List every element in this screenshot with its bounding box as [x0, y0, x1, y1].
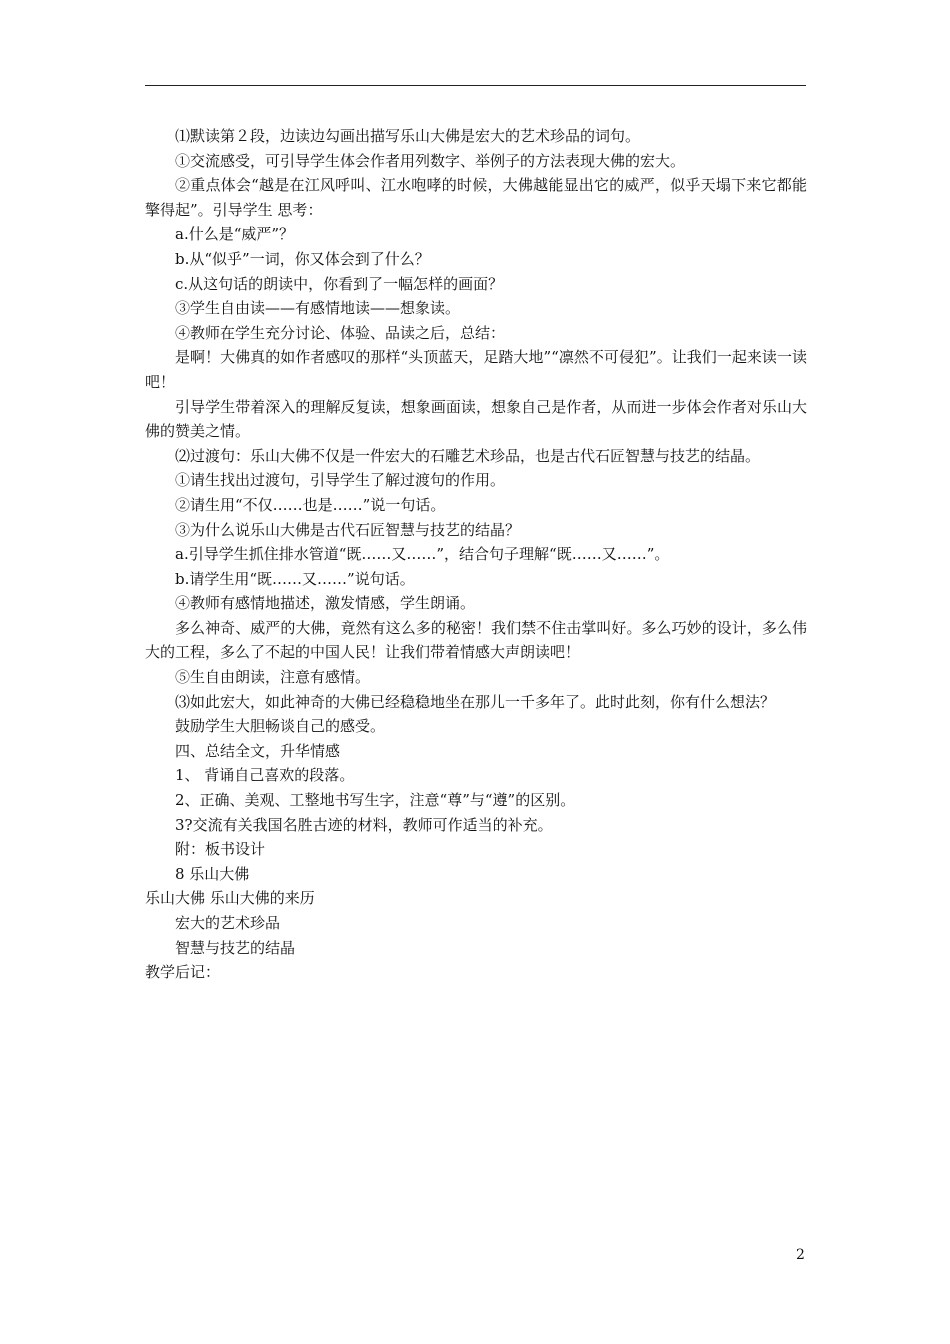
board-line: 乐山大佛 乐山大佛的来历	[145, 889, 315, 908]
paragraph: ①交流感受，可引导学生体会作者用列数字、举例子的方法表现大佛的宏大。	[175, 151, 686, 170]
section-heading: 四、总结全文，升华情感	[175, 741, 341, 760]
paragraph: ②请生用“不仅……也是……”说一句话。	[175, 495, 446, 514]
paragraph: ②重点体会“越是在江风呼叫、江水咆哮的时候，大佛越能显出它的威严，似乎天塌下来它都能擎得起”。引导学生 思考：	[145, 176, 807, 219]
paragraph: a.什么是“威严”？	[175, 225, 295, 244]
paragraph: 引导学生带着深入的理解反复读，想象画面读，想象自己是作者，从而进一步体会作者对乐山大佛的赞美之情。	[145, 397, 807, 441]
board-line: 宏大的艺术珍品	[175, 914, 281, 932]
paragraph: ⑵过渡句：乐山大佛不仅是一件宏大的石雕艺术珍品，也是古代石匠智慧与技艺的结晶。	[175, 446, 761, 465]
list-item: 2、正确、美观、工整地书写生字，注意“尊”与“遵”的区别。	[175, 791, 576, 810]
list-item: 3?交流有关我国名胜古迹的材料，教师可作适当的补充。	[175, 815, 553, 834]
paragraph: 是啊！大佛真的如作者感叹的那样“头顶蓝天，足踏大地”“凛然不可侵犯”。让我们一起来读一读吧！	[145, 348, 807, 391]
board-line: 智慧与技艺的结晶	[175, 938, 296, 957]
paragraph: ①请生找出过渡句，引导学生了解过渡句的作用。	[175, 471, 506, 490]
paragraph: ⑴默读第２段，边读边勾画出描写乐山大佛是宏大的艺术珍品的词句。	[175, 127, 641, 145]
appendix-heading: 附：板书设计	[175, 840, 266, 859]
paragraph: ⑤生自由朗读，注意有感情。	[175, 668, 371, 687]
paragraph: ④教师在学生充分讨论、体验、品读之后，总结：	[175, 323, 506, 342]
page-number: 2	[796, 1247, 805, 1263]
paragraph: b.从“似乎”一词，你又体会到了什么？	[175, 249, 430, 268]
paragraph: a.引导学生抓住排水管道“既……又……”，结合句子理解“既……又……”。	[175, 545, 670, 564]
paragraph: ③学生自由读——有感情地读——想象读。	[175, 299, 461, 318]
paragraph: b.请学生用“既……又……”说句话。	[175, 569, 415, 588]
paragraph: 鼓励学生大胆畅谈自己的感受。	[175, 717, 386, 736]
paragraph: c.从这句话的朗读中，你看到了一幅怎样的画面？	[175, 274, 504, 293]
paragraph: ④教师有感情地描述，激发情感，学生朗诵。	[175, 594, 476, 613]
list-item: 1、 背诵自己喜欢的段落。	[175, 766, 355, 785]
board-title: 8 乐山大佛	[175, 864, 250, 883]
header-rule	[145, 85, 806, 86]
postscript-label: 教学后记：	[145, 963, 221, 982]
paragraph: 多么神奇、威严的大佛，竟然有这么多的秘密！我们禁不住击掌叫好。多么巧妙的设计，多么伟大的工程，多么了不起的中国人民！让我们带着情感大声朗读吧！	[145, 618, 807, 662]
paragraph: ③为什么说乐山大佛是古代石匠智慧与技艺的结晶？	[175, 520, 521, 539]
document-body	[145, 124, 807, 985]
paragraph: ⑶如此宏大，如此神奇的大佛已经稳稳地坐在那儿一千多年了。此时此刻，你有什么想法？	[175, 692, 776, 711]
